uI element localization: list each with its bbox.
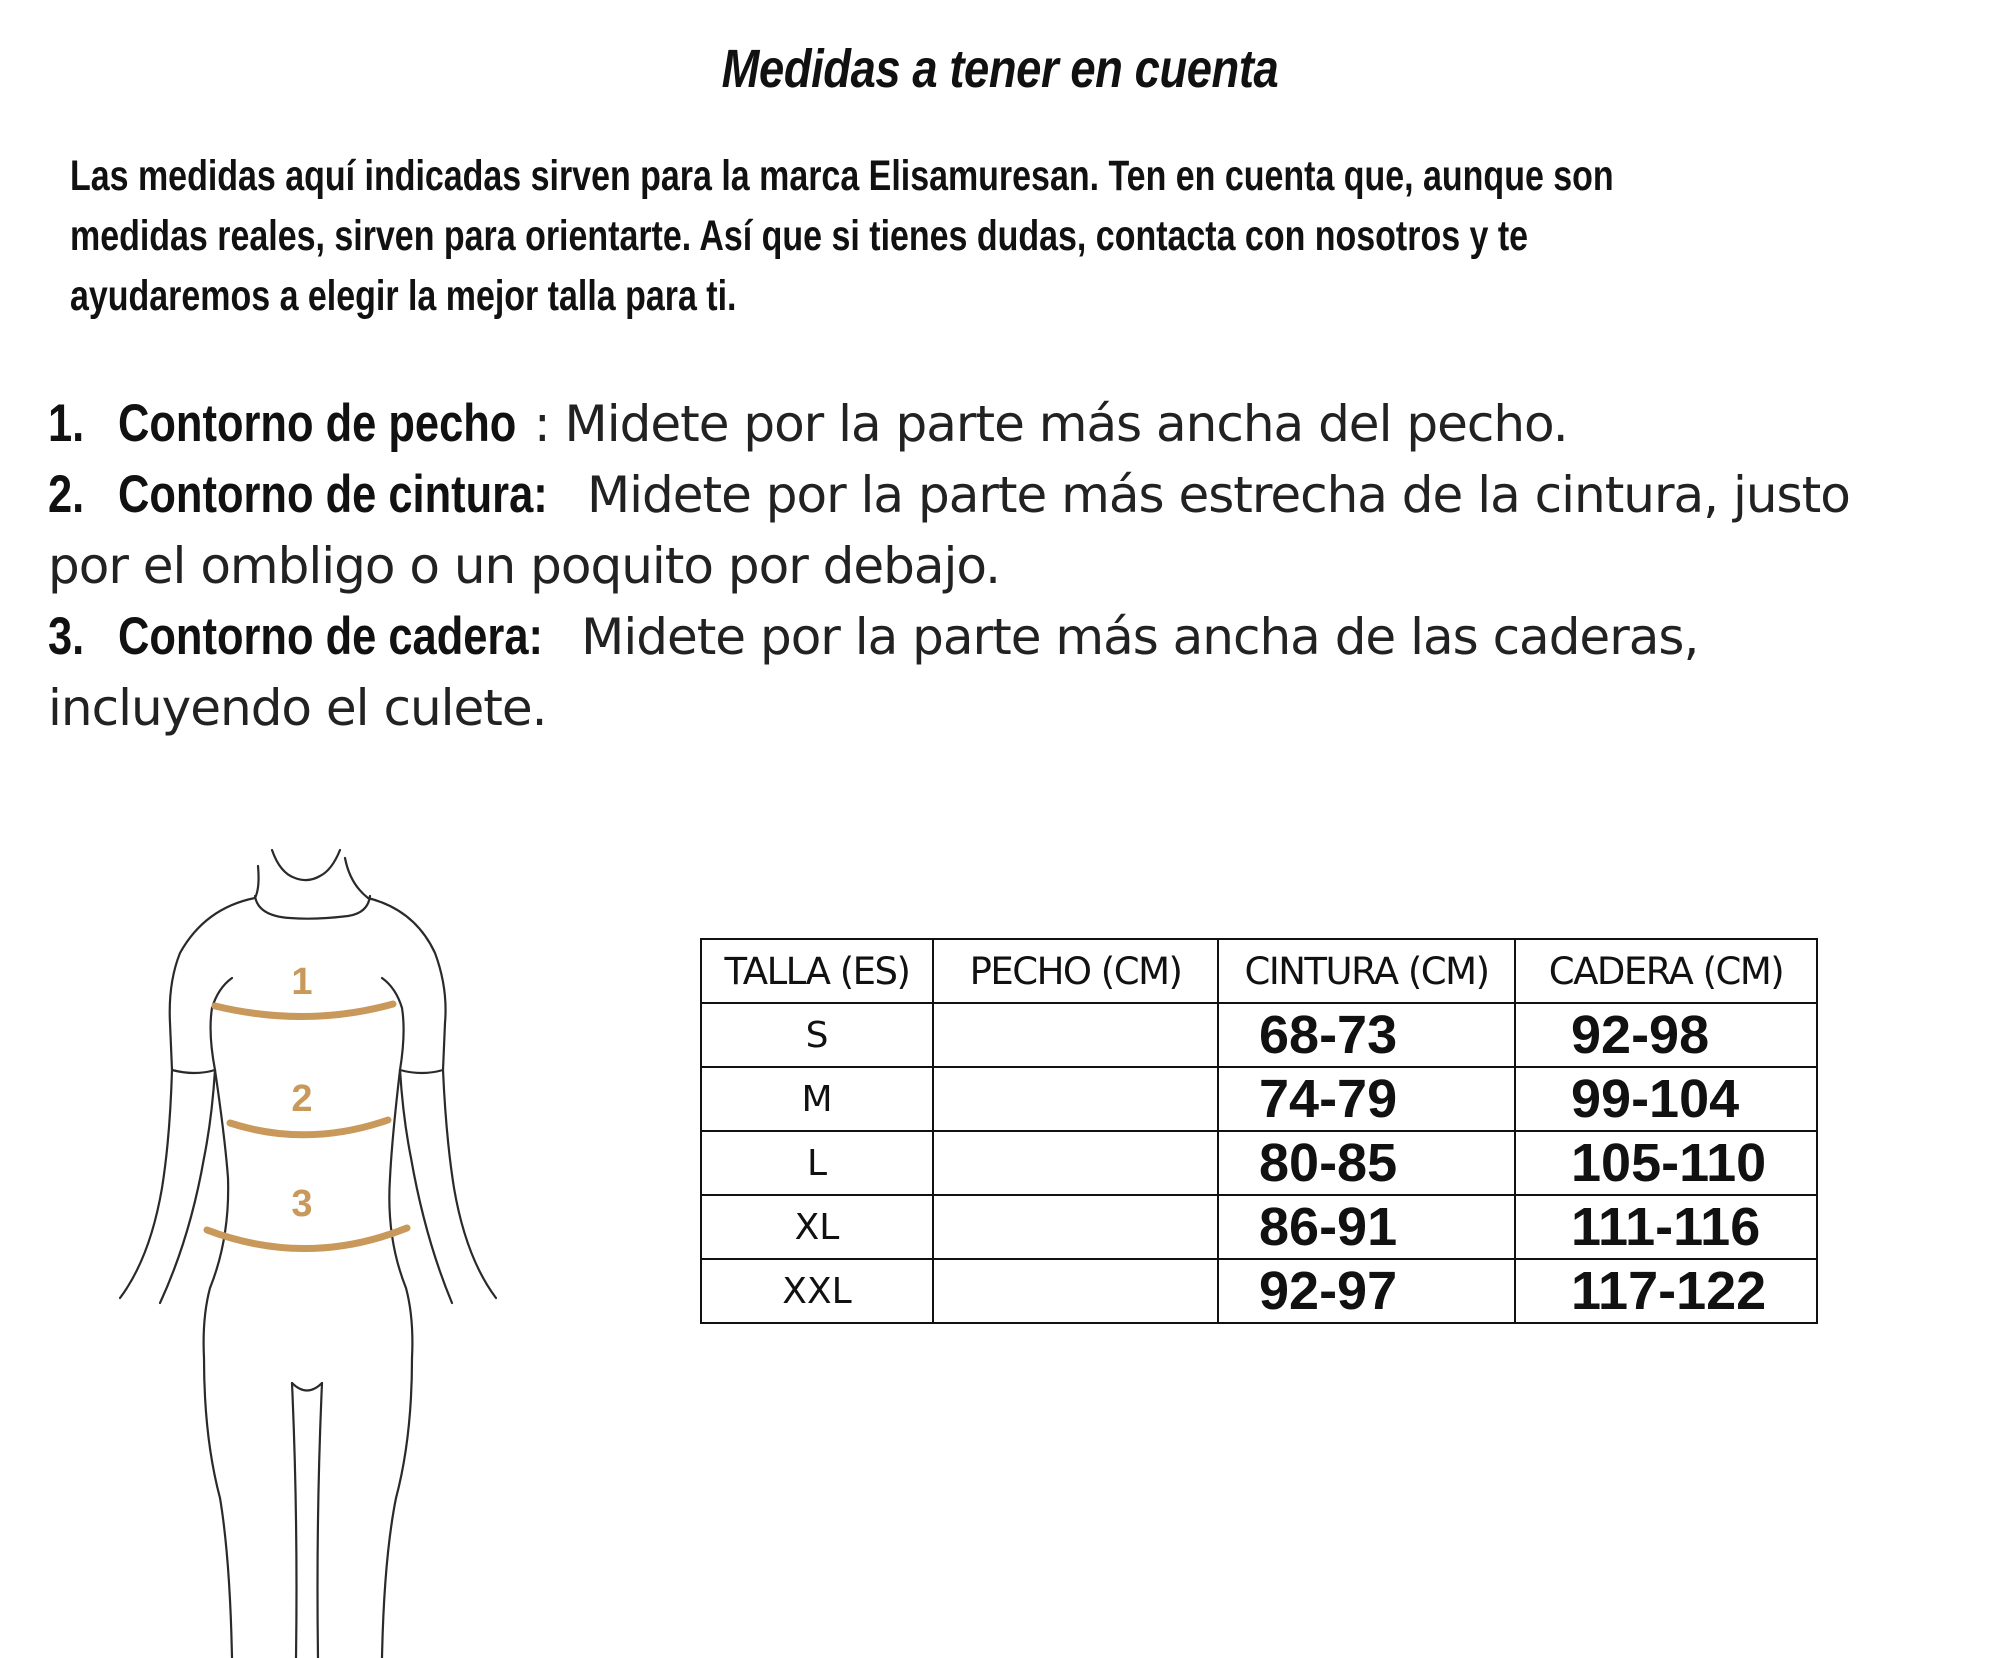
table-row [701, 1131, 1817, 1195]
measure-number: 1. [48, 394, 85, 453]
table-row [701, 1195, 1817, 1259]
size-chart-table [700, 938, 1818, 1324]
measure-item-hip-continued [48, 672, 1968, 743]
measure-description: Midete por la parte más estrecha de la cintura, justo [572, 466, 1850, 524]
cell-pecho [933, 1131, 1218, 1195]
measure-description: : Midete por la parte más ancha del pecho. [533, 395, 1568, 453]
cell-pecho [933, 1259, 1218, 1323]
measure-description: por el ombligo o un poquito por debajo. [48, 537, 1001, 595]
chest-line [215, 1004, 393, 1017]
intro-line: Las medidas aquí indicadas sirven para la marca Elisamuresan. Ten en cuenta que, aunque son [70, 152, 1614, 200]
cell-cintura: 86-91 [1218, 1195, 1515, 1259]
cell-talla: XL [701, 1195, 933, 1259]
cell-cintura: 68-73 [1218, 1003, 1515, 1067]
intro-text [70, 146, 1614, 326]
intro-line: ayudaremos a elegir la mejor talla para ti. [70, 272, 737, 320]
measure-description: Midete por la parte más ancha de las caderas, [566, 608, 1699, 666]
measure-label: Contorno de cadera: [118, 607, 543, 666]
cell-pecho [933, 1195, 1218, 1259]
cell-cintura: 92-97 [1218, 1259, 1515, 1323]
header-talla: TALLA (ES) [701, 939, 933, 1003]
measure-item-waist [48, 459, 1968, 530]
page-title: Medidas a tener en cuenta [721, 39, 1279, 99]
cell-cintura: 80-85 [1218, 1131, 1515, 1195]
cell-cadera: 117-122 [1515, 1259, 1817, 1323]
header-pecho: PECHO (CM) [933, 939, 1218, 1003]
marker-waist: 2 [291, 1078, 313, 1120]
cell-talla: M [701, 1067, 933, 1131]
cell-cadera: 92-98 [1515, 1003, 1817, 1067]
marker-hip: 3 [291, 1183, 313, 1225]
cell-cadera: 105-110 [1515, 1131, 1817, 1195]
measure-number: 3. [48, 607, 85, 666]
header-cadera: CADERA (CM) [1515, 939, 1817, 1003]
intro-line: medidas reales, sirven para orientarte. Así que si tienes dudas, contacta con nosotros y te [70, 212, 1529, 260]
table-row [701, 1067, 1817, 1131]
measure-description: incluyendo el culete. [48, 679, 547, 737]
measure-label: Contorno de cintura: [118, 465, 548, 524]
table-row [701, 1003, 1817, 1067]
cell-talla: L [701, 1131, 933, 1195]
cell-cintura: 74-79 [1218, 1067, 1515, 1131]
measurement-instructions [48, 388, 1968, 743]
waist-line [230, 1120, 388, 1135]
cell-cadera: 111-116 [1515, 1195, 1817, 1259]
marker-chest: 1 [291, 961, 313, 1003]
cell-talla: S [701, 1003, 933, 1067]
header-cintura: CINTURA (CM) [1218, 939, 1515, 1003]
measure-item-hip [48, 601, 1968, 672]
cell-cadera: 99-104 [1515, 1067, 1817, 1131]
measure-item-chest [48, 388, 1968, 459]
cell-pecho [933, 1067, 1218, 1131]
measure-number: 2. [48, 465, 85, 524]
table-header-row [701, 939, 1817, 1003]
hip-line [207, 1228, 407, 1249]
cell-talla: XXL [701, 1259, 933, 1323]
measure-item-waist-continued [48, 530, 1968, 601]
body-measurement-figure [100, 818, 500, 1658]
cell-pecho [933, 1003, 1218, 1067]
table-row [701, 1259, 1817, 1323]
measure-label: Contorno de pecho [118, 394, 517, 453]
